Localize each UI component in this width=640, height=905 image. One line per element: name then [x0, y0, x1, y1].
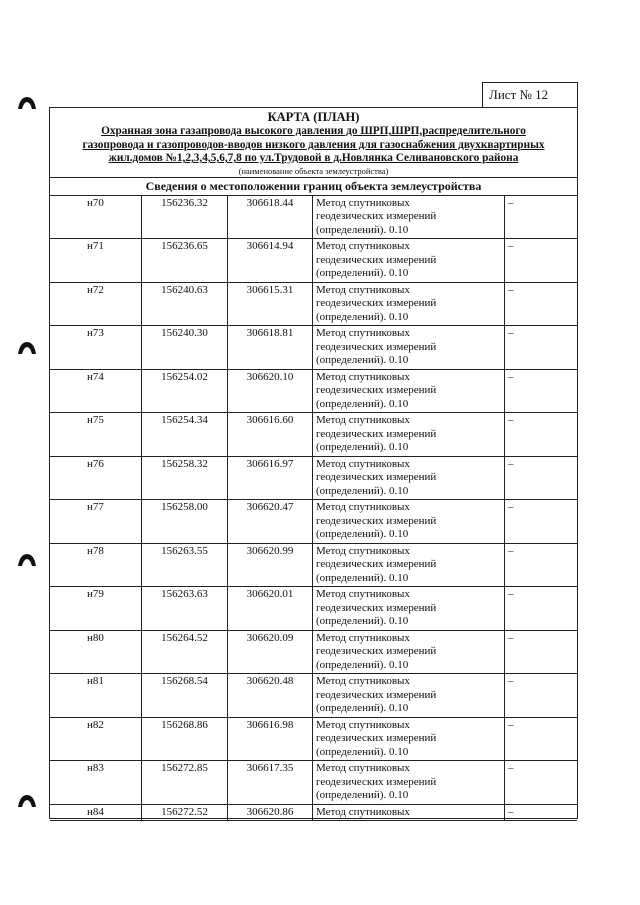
method-line: (определений). 0.10: [316, 354, 409, 366]
method-line: геодезических измерений: [316, 514, 437, 527]
table-row: [50, 282, 577, 326]
table-row: [50, 326, 577, 370]
method-line: Метод спутниковых: [316, 805, 410, 818]
method-line: (определений). 0.10: [316, 745, 409, 758]
x-coordinate-cell: 156263.55: [142, 543, 228, 587]
x-coordinate-cell: 156272.85: [142, 761, 228, 805]
table-row: [50, 196, 577, 239]
method-line: Метод спутниковых: [316, 544, 410, 557]
note-cell: –: [505, 500, 578, 544]
y-coordinate-cell: 306617.35: [228, 761, 313, 805]
method-cell: [313, 761, 505, 805]
y-coordinate-cell: 306615.31: [228, 282, 313, 326]
note-cell: –: [505, 456, 578, 500]
table-row: [50, 630, 577, 674]
method-line: Метод спутниковых: [316, 501, 410, 513]
y-coordinate-cell: 306620.48: [228, 674, 313, 718]
method-line: (определений). 0.10: [316, 484, 409, 497]
y-coordinate-cell: 306620.99: [228, 543, 313, 587]
method-cell: [313, 804, 505, 821]
table-row: [50, 804, 577, 821]
y-coordinate-cell: 306620.10: [228, 369, 313, 413]
method-cell: [313, 717, 505, 761]
method-line: (определений). 0.10: [316, 789, 409, 801]
method-cell: [313, 543, 505, 587]
note-cell: –: [505, 369, 578, 413]
x-coordinate-cell: 156268.86: [142, 717, 228, 761]
table-row: [50, 456, 577, 500]
table-row: [50, 761, 577, 805]
table-row: [50, 369, 577, 413]
point-cell: н76: [50, 456, 142, 500]
method-line: Метод спутниковых: [316, 283, 410, 296]
method-line: (определений). 0.10: [316, 658, 409, 671]
note-cell: –: [505, 239, 578, 283]
point-cell: н83: [50, 761, 142, 805]
table-row: [50, 717, 577, 761]
point-cell: н77: [50, 500, 142, 544]
document-title: КАРТА (ПЛАН): [267, 110, 360, 124]
method-line: Метод спутниковых: [316, 370, 410, 383]
x-coordinate-cell: 156254.02: [142, 369, 228, 413]
x-coordinate-cell: 156254.34: [142, 413, 228, 457]
x-coordinate-cell: 156240.63: [142, 282, 228, 326]
method-line: геодезических измерений: [316, 297, 437, 309]
method-line: геодезических измерений: [316, 384, 437, 396]
x-coordinate-cell: 156272.52: [142, 804, 228, 821]
method-cell: [313, 413, 505, 457]
method-line: Метод спутниковых: [316, 240, 410, 252]
method-cell: [313, 456, 505, 500]
method-line: Метод спутниковых: [316, 718, 410, 731]
sheet-number: Лист № 12: [482, 82, 578, 108]
method-line: Метод спутниковых: [316, 327, 410, 339]
document-frame: [49, 107, 578, 819]
point-cell: н72: [50, 282, 142, 326]
table-row: [50, 543, 577, 587]
method-cell: [313, 282, 505, 326]
note-cell: –: [505, 413, 578, 457]
x-coordinate-cell: 156263.63: [142, 587, 228, 631]
y-coordinate-cell: 306614.94: [228, 239, 313, 283]
method-cell: [313, 630, 505, 674]
coordinates-table: [50, 196, 577, 822]
coordinates-table-body: [50, 196, 577, 821]
y-coordinate-cell: 306620.01: [228, 587, 313, 631]
method-line: (определений). 0.10: [316, 528, 409, 540]
method-line: геодезических измерений: [316, 645, 437, 657]
binding-mark-icon: [16, 96, 38, 110]
point-cell: н81: [50, 674, 142, 718]
method-cell: [313, 326, 505, 370]
table-row: [50, 413, 577, 457]
method-line: Метод спутниковых: [316, 762, 410, 774]
method-line: (определений). 0.10: [316, 397, 409, 410]
method-line: (определений). 0.10: [316, 441, 409, 453]
note-cell: –: [505, 326, 578, 370]
x-coordinate-cell: 156258.32: [142, 456, 228, 500]
note-cell: –: [505, 674, 578, 718]
table-row: [50, 239, 577, 283]
method-line: (определений). 0.10: [316, 310, 409, 323]
object-caption: (наименование объекта землеустройства): [238, 165, 389, 176]
point-cell: н75: [50, 413, 142, 457]
y-coordinate-cell: 306616.60: [228, 413, 313, 457]
method-line: геодезических измерений: [316, 427, 437, 440]
method-line: (определений). 0.10: [316, 615, 409, 627]
method-line: геодезических измерений: [316, 732, 437, 744]
method-line: (определений). 0.10: [316, 571, 409, 584]
note-cell: –: [505, 543, 578, 587]
table-row: [50, 674, 577, 718]
x-coordinate-cell: 156240.30: [142, 326, 228, 370]
y-coordinate-cell: 306618.81: [228, 326, 313, 370]
binding-mark-icon: [16, 794, 38, 808]
title-block: [50, 108, 577, 178]
section-title: Сведения о местоположении границ объекта землеустройства: [50, 178, 577, 196]
method-line: геодезических измерений: [316, 210, 437, 222]
note-cell: –: [505, 630, 578, 674]
method-line: геодезических измерений: [316, 340, 437, 353]
method-line: геодезических измерений: [316, 558, 437, 570]
method-line: (определений). 0.10: [316, 702, 409, 714]
method-line: геодезических измерений: [316, 775, 437, 788]
note-cell: –: [505, 804, 578, 821]
method-line: геодезических измерений: [316, 688, 437, 701]
method-line: (определений). 0.10: [316, 267, 409, 279]
method-line: Метод спутниковых: [316, 457, 410, 470]
method-cell: [313, 674, 505, 718]
method-line: Метод спутниковых: [316, 414, 410, 426]
method-cell: [313, 239, 505, 283]
y-coordinate-cell: 306616.98: [228, 717, 313, 761]
x-coordinate-cell: 156264.52: [142, 630, 228, 674]
point-cell: н74: [50, 369, 142, 413]
binding-mark-icon: [16, 553, 38, 567]
method-line: геодезических измерений: [316, 601, 437, 614]
method-line: Метод спутниковых: [316, 196, 410, 209]
method-line: Метод спутниковых: [316, 588, 410, 600]
method-line: геодезических измерений: [316, 471, 437, 483]
y-coordinate-cell: 306620.86: [228, 804, 313, 821]
point-cell: н70: [50, 196, 142, 239]
y-coordinate-cell: 306620.47: [228, 500, 313, 544]
y-coordinate-cell: 306618.44: [228, 196, 313, 239]
x-coordinate-cell: 156236.65: [142, 239, 228, 283]
table-row: [50, 500, 577, 544]
y-coordinate-cell: 306620.09: [228, 630, 313, 674]
object-name-line-3: жил.домов №1,2,3,4,5,6,7,8 по ул.Трудовой в д.Новлянка Селивановского района: [108, 152, 519, 164]
method-cell: [313, 500, 505, 544]
method-cell: [313, 196, 505, 239]
point-cell: н84: [50, 804, 142, 821]
method-line: Метод спутниковых: [316, 675, 410, 687]
x-coordinate-cell: 156236.32: [142, 196, 228, 239]
binding-mark-icon: [16, 341, 38, 355]
point-cell: н73: [50, 326, 142, 370]
y-coordinate-cell: 306616.97: [228, 456, 313, 500]
method-line: Метод спутниковых: [316, 631, 410, 644]
object-name-line-1: Охранная зона газапровода высокого давления до ШРП,ШРП,распределительного: [101, 125, 526, 137]
note-cell: –: [505, 196, 578, 239]
object-name-line-2: газопровода и газопроводов-вводов низкого давления для газоснабжения двухквартирных: [82, 138, 545, 151]
point-cell: н82: [50, 717, 142, 761]
method-line: (определений). 0.10: [316, 223, 409, 236]
method-line: геодезических измерений: [316, 253, 437, 266]
x-coordinate-cell: 156268.54: [142, 674, 228, 718]
note-cell: –: [505, 587, 578, 631]
method-cell: [313, 587, 505, 631]
point-cell: н80: [50, 630, 142, 674]
table-row: [50, 587, 577, 631]
note-cell: –: [505, 282, 578, 326]
x-coordinate-cell: 156258.00: [142, 500, 228, 544]
note-cell: –: [505, 717, 578, 761]
point-cell: н79: [50, 587, 142, 631]
point-cell: н78: [50, 543, 142, 587]
point-cell: н71: [50, 239, 142, 283]
note-cell: –: [505, 761, 578, 805]
method-cell: [313, 369, 505, 413]
